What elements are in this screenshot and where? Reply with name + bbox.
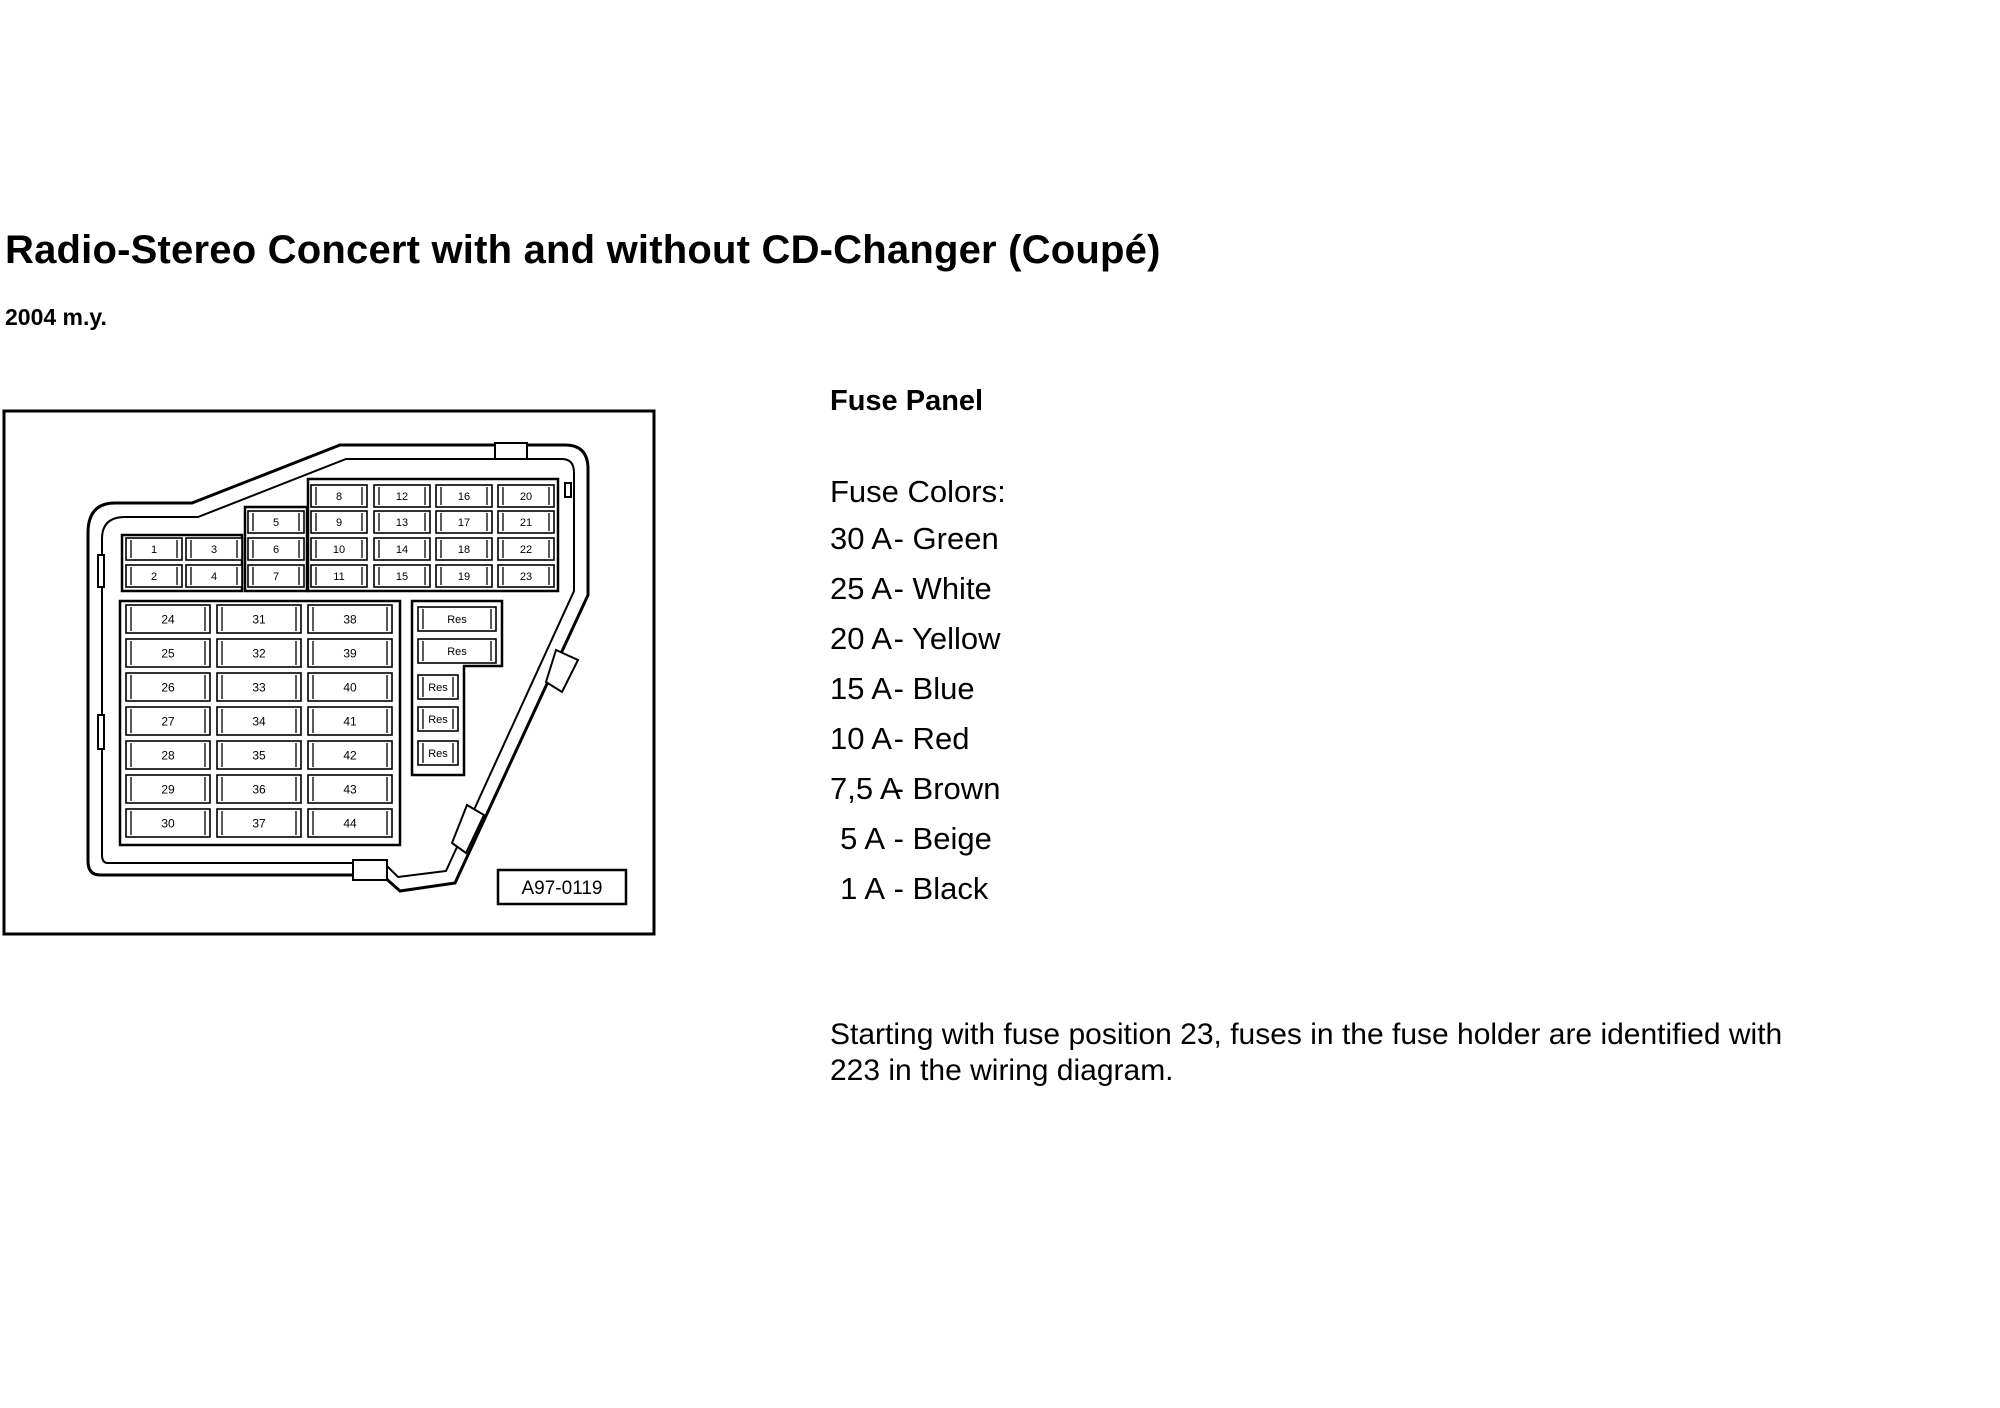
fuse-43-label: 43 bbox=[343, 782, 357, 797]
fuse-41-label: 41 bbox=[343, 714, 357, 729]
fuse-color: - Beige bbox=[893, 821, 992, 856]
fuse-23-label: 23 bbox=[519, 570, 533, 583]
fuse-30-label: 30 bbox=[161, 816, 175, 831]
fuse-amperage: 5 A bbox=[840, 821, 885, 856]
reference-code: A97-0119 bbox=[521, 878, 603, 899]
document-title: Radio-Stereo Concert with and without CD-Changer (Coupé) bbox=[5, 228, 1161, 272]
model-year: 2004 m.y. bbox=[5, 304, 107, 330]
fuse-amperage: 10 A bbox=[830, 721, 893, 756]
fuse-32-label: 32 bbox=[252, 646, 266, 661]
fuse-amperage: 25 A bbox=[830, 571, 893, 606]
fuse-panel-heading: Fuse Panel bbox=[830, 385, 984, 417]
housing-top-tab bbox=[495, 443, 527, 459]
fuse-37-label: 37 bbox=[252, 816, 266, 831]
fuse-color-row bbox=[830, 570, 1000, 620]
fuse-amperage: 15 A bbox=[830, 671, 893, 706]
fuse-amperage: 1 A bbox=[840, 871, 885, 906]
fuse-17-label: 17 bbox=[457, 516, 471, 529]
fuse-40-label: 40 bbox=[343, 680, 357, 695]
fuse-6-label: 6 bbox=[272, 543, 280, 556]
fuse-amperage: 30 A bbox=[830, 521, 893, 556]
fuse-25-label: 25 bbox=[161, 646, 175, 661]
fuse-20-label: 20 bbox=[519, 490, 533, 503]
fuse-10-label: 10 bbox=[332, 543, 346, 556]
fuse-amperage: 20 A bbox=[830, 621, 893, 656]
fuse-color: - White bbox=[893, 571, 992, 606]
fuse-44-label: 44 bbox=[343, 816, 357, 831]
fuse-9-label: 9 bbox=[335, 516, 343, 529]
fuse-24-label: 24 bbox=[161, 612, 175, 627]
fuse-11-label: 11 bbox=[333, 570, 345, 583]
fuse-color-row bbox=[830, 870, 1000, 920]
fuse-7-label: 7 bbox=[272, 570, 280, 583]
fuse-color: - Brown bbox=[893, 771, 1001, 806]
fuse-colors-heading: Fuse Colors: bbox=[830, 474, 1006, 509]
fuse-29-label: 29 bbox=[161, 782, 175, 797]
fuse-15-label: 15 bbox=[395, 570, 409, 583]
fuse-21-label: 21 bbox=[519, 516, 533, 529]
housing-side-clip bbox=[98, 715, 104, 749]
fuse-8-label: 8 bbox=[335, 490, 343, 503]
fuse-3-label: 3 bbox=[210, 543, 218, 556]
fuse-color: - Black bbox=[893, 871, 989, 906]
fuse-color-row bbox=[830, 720, 1000, 770]
fuse-color: - Blue bbox=[893, 671, 975, 706]
fuse-color-row bbox=[830, 620, 1000, 670]
fuse-16-label: 16 bbox=[457, 490, 471, 503]
fuse-14-label: 14 bbox=[395, 543, 409, 556]
fuse-5-label: 5 bbox=[272, 516, 280, 529]
fuse-35-label: 35 bbox=[252, 748, 266, 763]
fuse-36-label: 36 bbox=[252, 782, 266, 797]
fuse-color-list bbox=[830, 520, 1000, 920]
reserve-fuse-label: Res bbox=[428, 681, 448, 694]
fuse-2-label: 2 bbox=[150, 570, 158, 583]
housing-bottom-tab bbox=[353, 860, 387, 880]
fuse-color-row bbox=[830, 520, 1000, 570]
wiring-note: Starting with fuse position 23, fuses in the fuse holder are identified with 223 in the wiring diagram. bbox=[830, 1018, 1783, 1087]
housing-diagonal-clip bbox=[546, 650, 578, 692]
fuse-26-label: 26 bbox=[161, 680, 175, 695]
fuse-13-label: 13 bbox=[395, 516, 409, 529]
housing-side-clip bbox=[565, 483, 571, 497]
fuse-19-label: 19 bbox=[457, 570, 471, 583]
fuse-38-label: 38 bbox=[343, 612, 357, 627]
fuse-33-label: 33 bbox=[252, 680, 266, 695]
fuse-amperage: 7,5 A bbox=[830, 771, 901, 806]
fuse-panel-diagram bbox=[0, 405, 660, 940]
reserve-fuse-label: Res bbox=[447, 645, 467, 658]
housing-side-clip bbox=[98, 555, 104, 587]
reserve-fuse-label: Res bbox=[428, 747, 448, 760]
fuse-34-label: 34 bbox=[252, 714, 266, 729]
reserve-fuse-label: Res bbox=[428, 713, 448, 726]
fuse-color: - Green bbox=[893, 521, 999, 556]
fuse-1-label: 1 bbox=[150, 543, 158, 556]
fuse-12-label: 12 bbox=[395, 490, 409, 503]
fuse-27-label: 27 bbox=[161, 714, 175, 729]
fuse-color-row bbox=[830, 820, 1000, 870]
fuse-color: - Yellow bbox=[893, 621, 1001, 656]
fuse-42-label: 42 bbox=[343, 748, 357, 763]
fuse-39-label: 39 bbox=[343, 646, 357, 661]
fuse-color: - Red bbox=[893, 721, 970, 756]
reserve-fuse-label: Res bbox=[447, 613, 467, 626]
fuse-28-label: 28 bbox=[161, 748, 175, 763]
fuse-22-label: 22 bbox=[519, 543, 533, 556]
fuse-color-row bbox=[830, 770, 1000, 820]
fuse-18-label: 18 bbox=[457, 543, 471, 556]
fuse-31-label: 31 bbox=[252, 612, 266, 627]
fuse-4-label: 4 bbox=[210, 570, 218, 583]
fuse-color-row bbox=[830, 670, 1000, 720]
